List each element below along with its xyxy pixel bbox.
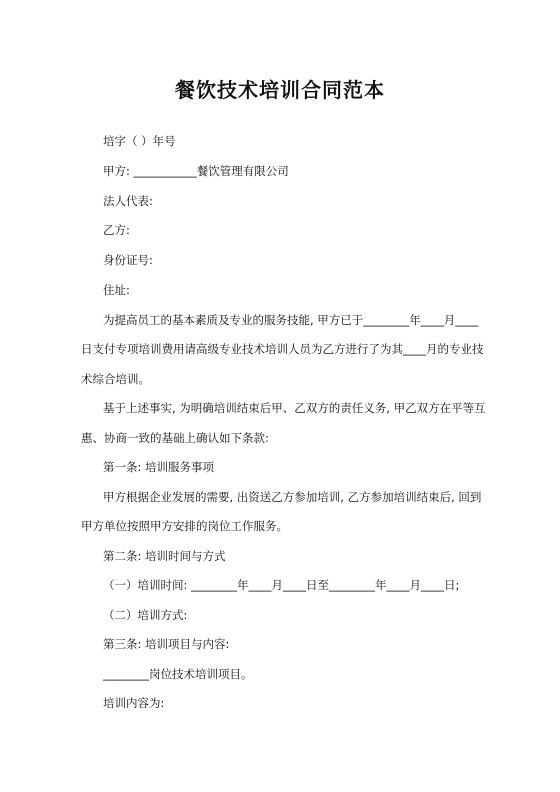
paragraph-line: 术综合培训。 [81, 372, 150, 386]
paragraph-line: 甲方单位按照甲方安排的岗位工作服务。 [81, 519, 288, 533]
article-heading: 第一条: 培训服务事项 [103, 460, 215, 474]
id-number-line: 身份证号: [103, 253, 153, 267]
paragraph-line: （二）培训方式: [103, 608, 188, 622]
paragraph-line: ________岗位技术培训项目。 [103, 667, 253, 681]
document-title: 餐饮技术培训合同范本 [175, 78, 385, 102]
contract-number-line: 培字（ ）年号 [103, 134, 176, 148]
paragraph-line: （一）培训时间: ________年____月____日至________年____月____日; [103, 578, 460, 592]
legal-representative-line: 法人代表: [103, 194, 153, 208]
article-heading: 第二条: 培训时间与方式 [103, 549, 226, 563]
paragraph-line: 培训内容为: [103, 696, 165, 710]
party-a-line: 甲方: ___________餐饮管理有限公司 [103, 164, 289, 178]
paragraph-line: 为提高员工的基本素质及专业的服务技能, 甲方已于________年____月____ [103, 313, 479, 327]
address-line: 住址: [103, 283, 130, 297]
party-b-line: 乙方: [103, 223, 130, 237]
paragraph-line: 基于上述事实, 为明确培训结束后甲、乙双方的责任义务, 甲乙双方在平等互 [103, 401, 486, 415]
paragraph-line: 甲方根据企业发展的需要, 出资送乙方参加培训, 乙方参加培训结束后, 回到 [103, 490, 482, 504]
paragraph-line: 惠、协商一致的基础上确认如下条款: [81, 431, 269, 445]
article-heading: 第三条: 培训项目与内容: [103, 637, 230, 651]
paragraph-line: 日支付专项培训费用请高级专业技术培训人员为乙方进行了为其____月的专业技 [81, 342, 484, 356]
